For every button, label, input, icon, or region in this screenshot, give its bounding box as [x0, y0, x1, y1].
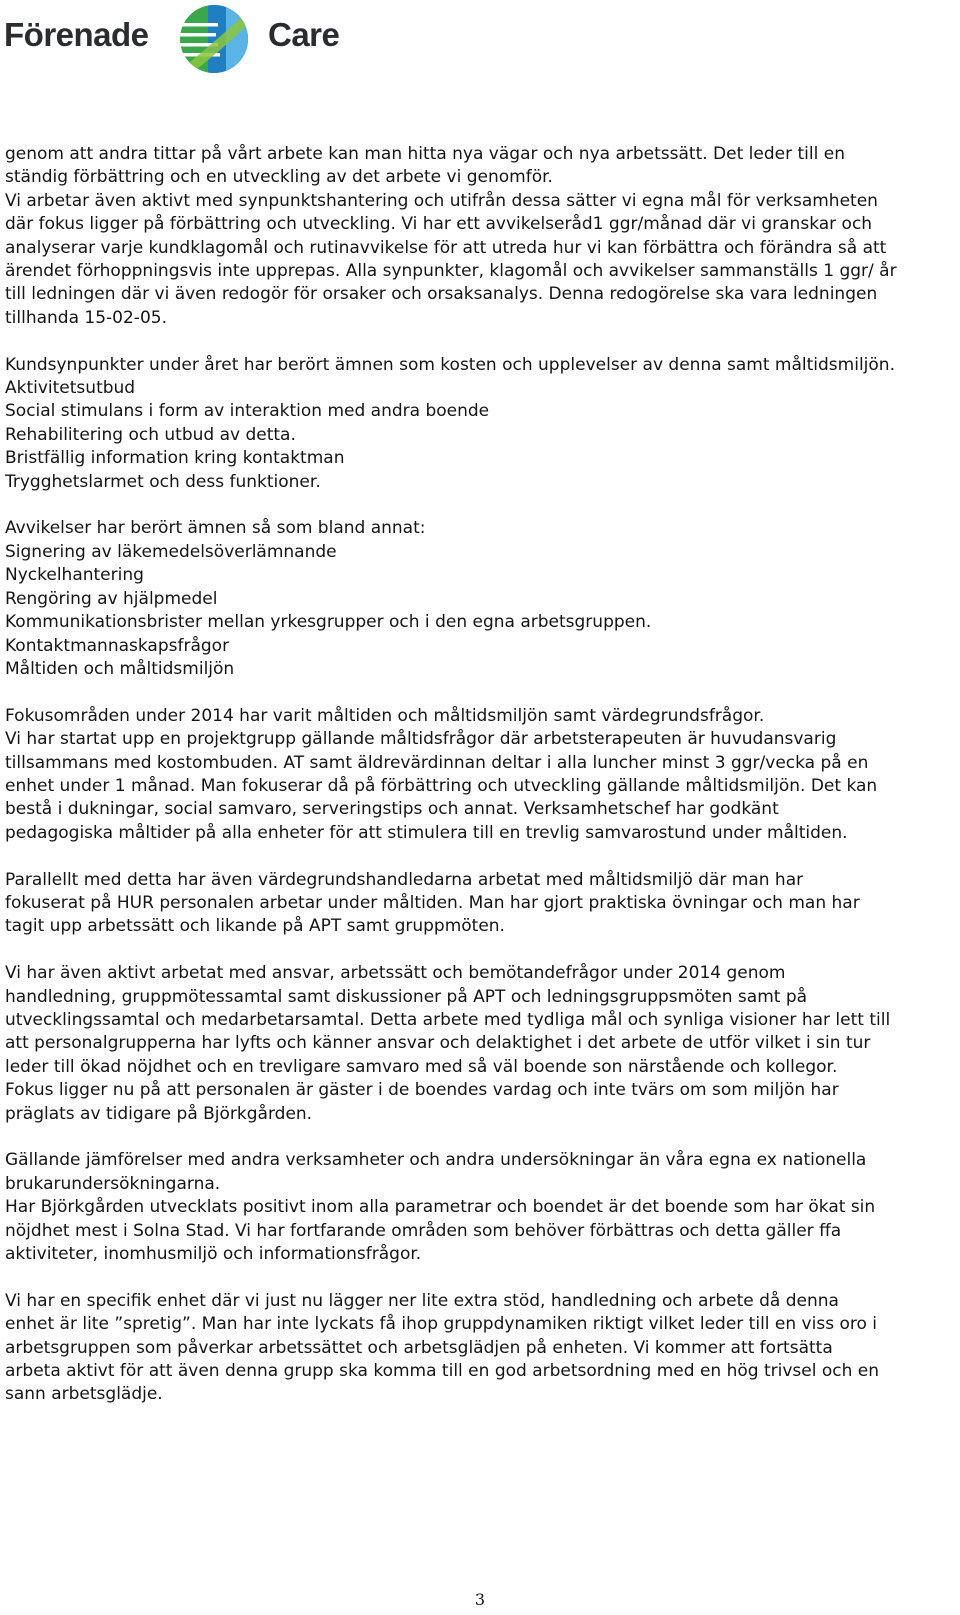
- text-line: enhet är lite ”spretig”. Man har inte lyckats få ihop gruppdynamiken riktigt vilket leder till en viss oro i: [5, 1314, 878, 1335]
- logo-text-forenade: Förenade: [4, 16, 149, 53]
- paragraph: [5, 962, 955, 1126]
- logo-text-care: Care: [268, 16, 340, 53]
- text-line: Bristfällig information kring kontaktman: [5, 448, 345, 469]
- text-line: Vi har en specifik enhet där vi just nu lägger ner lite extra stöd, handledning och arbete då denna: [5, 1290, 839, 1311]
- text-line: ständig förbättring och en utveckling av det arbete vi genomför.: [5, 167, 553, 188]
- text-line: Kontaktmannaskapsfrågor: [5, 635, 230, 656]
- text-line: handledning, gruppmötessamtal samt diskussioner på APT och ledningsgruppsmöten samt på: [5, 986, 808, 1007]
- page-number: 3: [474, 1590, 486, 1609]
- text-line: Gällande jämförelser med andra verksamheter och andra undersökningar än våra egna ex nationella: [5, 1150, 867, 1171]
- text-line: arbetsgruppen som påverkar arbetssättet och arbetsglädjen på enheten. Vi kommer att fortsätta: [5, 1337, 833, 1358]
- text-line: Signering av läkemedelsöverlämnande: [5, 541, 337, 562]
- text-line: Vi har startat upp en projektgrupp gällande måltidsfrågor där arbetsterapeuten är huvudansvarig: [5, 729, 837, 750]
- text-line: Fokus ligger nu på att personalen är gäster i de boendes vardag och inte tvärs om som miljön har: [5, 1080, 839, 1101]
- text-line: att personalgrupperna har lyfts och känner ansvar och delaktighet i det arbete de utför vilket i sin tur: [5, 1033, 871, 1054]
- text-line: Har Björkgården utvecklats positivt inom alla parametrar och boendet är det boende som har ökat sin: [5, 1197, 876, 1218]
- text-line: Social stimulans i form av interaktion med andra boende: [5, 401, 490, 422]
- text-line: Vi arbetar även aktivt med synpunktshantering och utifrån dessa sätter vi egna mål för verksamheten: [5, 190, 878, 211]
- text-line: fokuserat på HUR personalen arbetar under måltiden. Man har gjort praktiska övningar och man har: [5, 892, 860, 913]
- paragraph: [5, 143, 955, 330]
- text-line: Rehabilitering och utbud av detta.: [5, 424, 296, 445]
- text-line: Fokusområden under 2014 har varit måltiden och måltidsmiljön samt värdegrundsfrågor.: [5, 705, 765, 726]
- logo-globe-icon: [178, 3, 250, 75]
- text-line: sann arbetsglädje.: [5, 1384, 163, 1405]
- text-line: Rengöring av hjälpmedel: [5, 588, 218, 609]
- paragraph: [5, 517, 955, 681]
- text-line: Aktivitetsutbud: [5, 378, 136, 399]
- text-line: tillsammans med kostombuden. AT samt äldrevärdinnan deltar i alla luncher minst 3 ggr/vecka på en: [5, 752, 869, 773]
- text-line: Trygghetslarmet och dess funktioner.: [5, 471, 321, 492]
- text-line: enhet under 1 månad. Man fokuserar då på förbättring och utveckling gällande måltidsmiljön. Det kan: [5, 775, 878, 796]
- text-line: Parallellt med detta har även värdegrundshandledarna arbetat med måltidsmiljö där man har: [5, 869, 804, 890]
- paragraph: [5, 354, 955, 494]
- text-line: utvecklingssamtal och medarbetarsamtal. Detta arbete med tydliga mål och synliga visioner har lett till: [5, 1009, 891, 1030]
- text-line: arbeta aktivt för att även denna grupp ska komma till en god arbetsordning med en hög trivsel och en: [5, 1361, 879, 1382]
- text-line: Måltiden och måltidsmiljön: [5, 658, 235, 679]
- text-line: Nyckelhantering: [5, 565, 144, 586]
- paragraph: [5, 705, 955, 845]
- text-line: där fokus ligger på förbättring och utveckling. Vi har ett avvikelseråd1 ggr/månad där vi granskar och: [5, 214, 873, 235]
- text-line: genom att andra tittar på vårt arbete kan man hitta nya vägar och nya arbetssätt. Det leder till en: [5, 144, 845, 164]
- text-line: tagit upp arbetssätt och likande på APT samt gruppmöten.: [5, 916, 505, 937]
- text-line: pedagogiska måltider på alla enheter för att stimulera till en trevlig samvarostund under måltiden.: [5, 822, 848, 843]
- text-line: till ledningen där vi även redogör för orsaker och orsaksanalys. Denna redogörelse ska vara ledningen: [5, 284, 878, 305]
- text-line: aktiviteter, inomhusmiljö och informationsfrågor.: [5, 1244, 422, 1264]
- text-line: analyserar varje kundklagomål och rutinavvikelse för att utreda hur vi kan förbättra och förändra så att: [5, 237, 887, 258]
- text-line: ärendet förhoppningsvis inte upprepas. Alla synpunkter, klagomål och avvikelser sammanställs 1 ggr/ år: [5, 261, 897, 282]
- paragraph: [5, 1290, 955, 1407]
- document-body: [5, 143, 955, 1430]
- text-line: tillhanda 15-02-05.: [5, 307, 167, 328]
- text-line: Vi har även aktivt arbetat med ansvar, arbetssätt och bemötandefrågor under 2014 genom: [5, 963, 786, 984]
- text-line: nöjdhet mest i Solna Stad. Vi har fortfarande områden som behöver förbättras och detta gäller ffa: [5, 1220, 842, 1241]
- text-line: Kommunikationsbrister mellan yrkesgrupper och i den egna arbetsgruppen.: [5, 612, 652, 633]
- text-line: präglats av tidigare på Björkgården.: [5, 1103, 313, 1124]
- text-line: Avvikelser har berört ämnen så som bland annat:: [5, 518, 426, 539]
- text-line: brukarundersökningarna.: [5, 1173, 221, 1194]
- document-header: [0, 0, 960, 80]
- text-line: Kundsynpunkter under året har berört ämnen som kosten och upplevelser av denna samt måltidsmiljön.: [5, 354, 895, 375]
- text-line: bestå i dukningar, social samvaro, serveringstips och annat. Verksamhetschef har godkänt: [5, 799, 779, 820]
- paragraph: [5, 1149, 955, 1266]
- text-line: leder till ökad nöjdhet och en trevligare samvaro med så väl boende son närstående och kollegor.: [5, 1056, 838, 1077]
- paragraph: [5, 869, 955, 939]
